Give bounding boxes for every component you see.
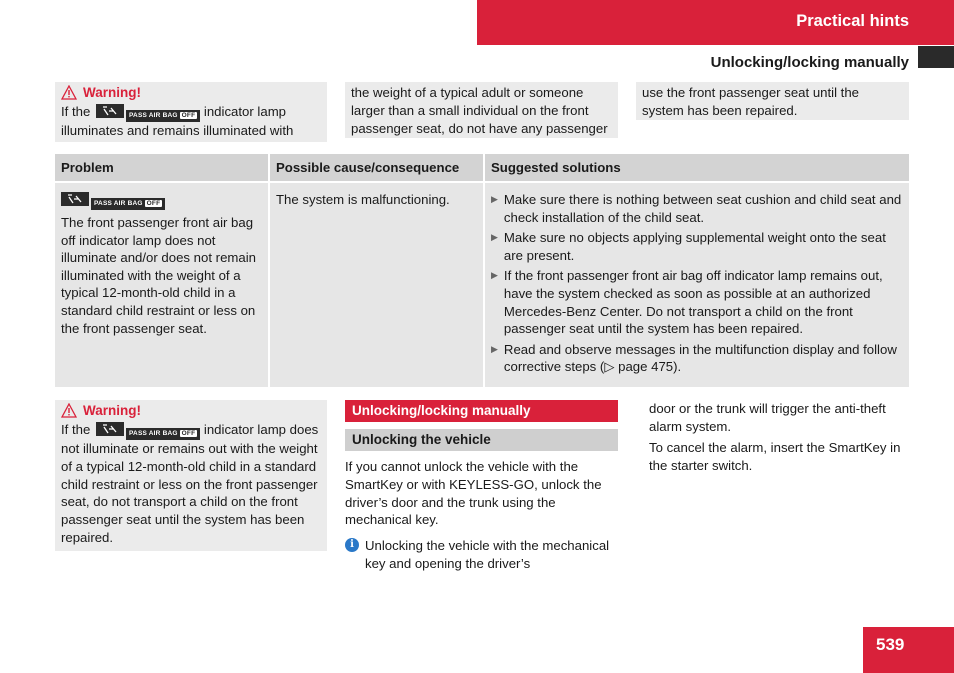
- top-warning-panel-1: [55, 82, 327, 142]
- top-warning-prefix: If the: [61, 104, 91, 119]
- table-row: [55, 181, 909, 387]
- page-number: 539: [876, 635, 905, 654]
- troubleshooting-table: [55, 154, 909, 387]
- arrow-right-icon: ▶: [491, 194, 498, 204]
- warning-triangle-icon: [61, 85, 77, 100]
- solutions-cell: [485, 181, 909, 387]
- solution-item: ▶ Read and observe messages in the multifunction display and follow corrective steps (▷ page 475).: [491, 341, 897, 375]
- problem-cell: [55, 181, 270, 387]
- solution-item: ▶ Make sure there is nothing between seat cushion and child seat and check installation of the child seat.: [491, 192, 902, 225]
- bottom-warning-text: [61, 421, 321, 547]
- subsection-title: Unlocking/locking manually: [710, 54, 909, 71]
- section-heading: Unlocking/locking manually: [352, 403, 531, 418]
- top-warning-panel-3: use the front passenger seat until the system has been repaired.: [636, 82, 909, 120]
- top-warning-title: Warning!: [83, 85, 141, 100]
- arrow-right-icon: ▶: [491, 232, 498, 243]
- table-header-problem: Problem: [55, 154, 270, 181]
- problem-icons: [61, 191, 262, 210]
- child-seat-icon: [61, 192, 89, 206]
- child-seat-icon: [96, 104, 124, 118]
- table-header-solutions: Suggested solutions: [485, 154, 909, 181]
- section-title: Practical hints: [796, 12, 909, 30]
- subheading: Unlocking the vehicle: [352, 432, 491, 447]
- right-paragraph-1: door or the trunk will trigger the anti-theft alarm system.: [649, 401, 886, 434]
- section-heading-bar: [345, 400, 618, 422]
- page-number-box: [863, 627, 954, 673]
- top-warning-line2: illuminates and remains illuminated with: [61, 123, 294, 138]
- pass-air-bag-off-icon: PASS AIR BAG OFF: [126, 110, 200, 122]
- bottom-warning-body: not illuminate or remains out with the weight of a typical 12-month-old child in a standard child restraint or less on the front passenger seat, do not transport a child on the front passenger seat until the system has been repaired.: [61, 441, 318, 545]
- top-warning-text-1: [61, 103, 321, 140]
- info-text: Unlocking the vehicle with the mechanical key and opening the driver’s: [365, 538, 610, 571]
- solution-item: ▶ If the front passenger front air bag off indicator lamp remains out, have the system checked as soon as possible at an authorized Mercedes-Benz Center. Do not transport a child on the front passenger seat until the system has been repaired.: [491, 268, 883, 337]
- subheading-bar: [345, 429, 618, 451]
- problem-text: The front passenger front air bag off indicator lamp does not illuminate and/or does not remain illuminated with the weight of a typical 12-month-old child in a standard child restraint or less on the front passenger seat.: [61, 215, 256, 336]
- pass-air-bag-off-icon: PASS AIR BAG OFF: [91, 198, 165, 210]
- bottom-warning-title: Warning!: [83, 403, 141, 418]
- child-seat-icon: [96, 422, 124, 436]
- top-warning-title-row: [61, 85, 321, 100]
- top-warning-panel-2: the weight of a typical adult or someone larger than a small individual on the front passenger seat, do not have any passenger: [345, 82, 618, 138]
- bottom-warning-prefix: If the: [61, 422, 91, 437]
- unlock-paragraph: If you cannot unlock the vehicle with the SmartKey or with KEYLESS-GO, unlock the driver’s door and the trunk using the mechanical key.: [345, 459, 602, 528]
- section-header-bar: [477, 0, 954, 45]
- table-header-cause: Possible cause/consequence: [270, 154, 485, 181]
- bottom-warning-title-row: [61, 403, 321, 418]
- info-icon: i: [345, 538, 359, 552]
- bottom-warning-suffix: indicator lamp does: [203, 422, 319, 437]
- right-paragraph-2: To cancel the alarm, insert the SmartKey in the starter switch.: [649, 440, 901, 473]
- arrow-right-icon: ▶: [491, 270, 498, 281]
- cause-cell: The system is malfunctioning.: [270, 181, 485, 387]
- info-note: [345, 537, 613, 573]
- table-header-row: [55, 154, 909, 181]
- top-warning-suffix: indicator lamp: [203, 104, 287, 119]
- solution-item: ▶ Make sure no objects applying supplemental weight onto the seat are present.: [491, 230, 886, 263]
- pass-air-bag-off-icon: PASS AIR BAG OFF: [126, 428, 200, 440]
- arrow-right-icon: ▶: [491, 343, 498, 354]
- bottom-warning-panel: [55, 400, 327, 551]
- header-marker: [918, 46, 954, 68]
- warning-triangle-icon: [61, 403, 77, 418]
